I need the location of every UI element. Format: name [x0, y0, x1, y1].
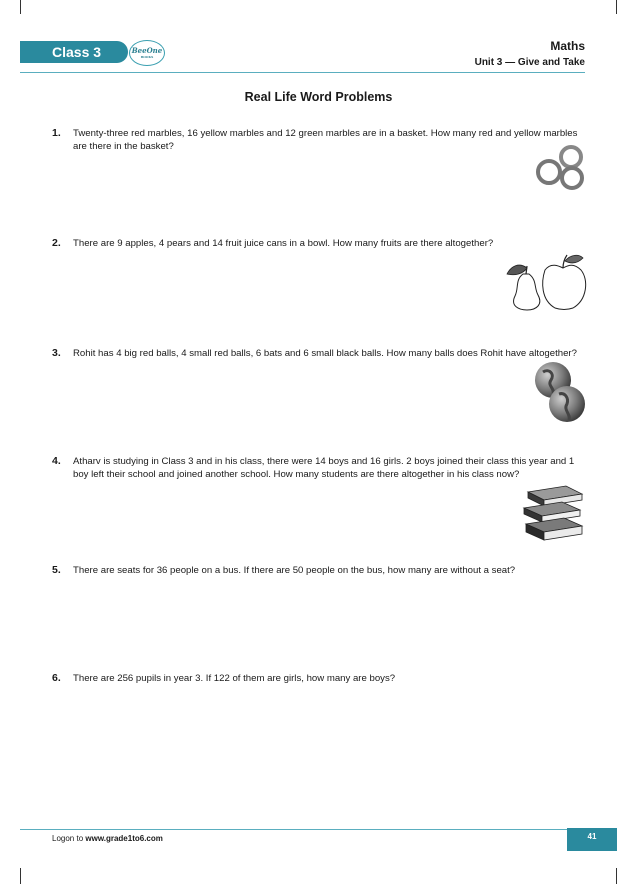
question-3 [52, 347, 590, 360]
crop-mark [616, 0, 617, 14]
question-1 [52, 127, 590, 153]
unit-title: Unit 3 — Give and Take [474, 57, 585, 68]
logo-subtext: BOOKS [140, 55, 154, 59]
footer-divider [20, 829, 617, 830]
question-text: There are 9 apples, 4 pears and 14 fruit juice cans in a bowl. How many fruits are there altogether? [73, 238, 494, 249]
question-number: 5. [52, 564, 61, 576]
question-text: Twenty-three red marbles, 16 yellow marbles and 12 green marbles are in a basket. How many red and yellow marbles are there in the basket? [73, 128, 578, 152]
header-divider [20, 72, 585, 73]
question-number: 2. [52, 237, 61, 249]
crop-mark [20, 0, 21, 14]
crop-mark [616, 868, 617, 884]
footer-logon-prefix: Logon to [52, 834, 86, 843]
pear-apple-icon [505, 252, 589, 312]
class-badge: Class 3 [20, 41, 128, 63]
globes-icon [533, 360, 587, 424]
publisher-logo [129, 40, 165, 66]
question-text: Rohit has 4 big red balls, 4 small red balls, 6 bats and 6 small black balls. How many balls does Rohit have altogether? [73, 348, 577, 359]
question-number: 3. [52, 347, 61, 359]
page-title: Real Life Word Problems [244, 90, 393, 104]
question-text: There are 256 pupils in year 3. If 122 of them are girls, how many are boys? [73, 673, 396, 684]
question-6 [52, 672, 590, 685]
subject-title: Maths [550, 39, 585, 53]
books-icon [520, 484, 586, 548]
question-5 [52, 564, 590, 577]
question-text: There are seats for 36 people on a bus. If there are 50 people on the bus, how many are without a seat? [73, 565, 516, 576]
logo-text: BeeOne [131, 46, 163, 55]
footer-logon [52, 834, 163, 843]
question-4 [52, 455, 590, 481]
question-text: Atharv is studying in Class 3 and in his class, there were 14 boys and 16 girls. 2 boys joined their class this year and 1 boy left their school and joined another school. How many students are there altogether in his class now? [73, 456, 575, 480]
marbles-icon [534, 144, 586, 190]
question-number: 6. [52, 672, 61, 684]
question-number: 1. [52, 127, 61, 139]
page-number: 41 [567, 828, 617, 851]
crop-mark [20, 868, 21, 884]
question-number: 4. [52, 455, 61, 467]
question-2 [52, 237, 590, 250]
footer-site-link[interactable]: www.grade1to6.com [85, 834, 163, 843]
